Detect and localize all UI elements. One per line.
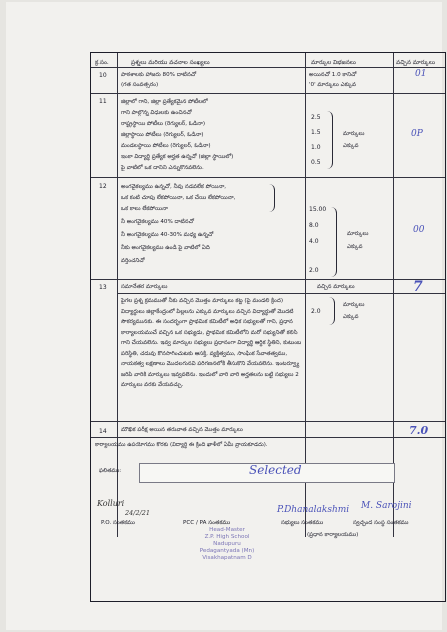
row-14-desc-1: మౌఖిక పరీక్ష అయిన తరువాత వచ్చిన మొత్తం మార్కులు [121,427,243,433]
row-11-score: 0P [411,129,423,139]
row-12-desc-2: ఒక కంటి చూపు లేకపోయినా, ఒక చేయి లేకపోయినా, [121,195,236,201]
header-questions: ప్రశ్నలు మరియు వచనాల సంఖ్యలు [131,60,210,66]
col-divider [117,53,118,537]
row-11-desc-1: జిల్లాలో గాని, జిల్లా ప్రత్యేకమైన పోటీలలో [121,99,208,105]
brace-icon [269,184,275,212]
row-11-word-1: మార్కులు [343,131,365,137]
row-11-val-1: 2.5 [311,114,321,121]
row-12-val-2: 8.0 [309,222,319,229]
result-value: Selected [249,463,302,477]
pcc-label: PCC / PA సంతకము [183,520,231,526]
row-12-no: 12 [99,183,107,190]
po-label: P.O. సంతకము [101,520,135,526]
row-11-val-2: 1.5 [311,129,321,136]
member-sub: (ప్రధాన కార్యాలయము) [307,532,359,538]
brace-icon [325,111,333,169]
stamp-line: Z.P. High School [204,534,250,540]
row-11-desc-6: ఇంకా విద్యార్థి ప్రత్యేక అర్హత ఉన్నచో (జిల్లా స్థాయిలో) [121,154,234,160]
row-11-desc-5: మండలస్థాయి పోటీలు (రెగ్యులర్, ఓడినా) [121,143,211,149]
brace-icon [329,207,337,277]
marks-table [90,52,446,602]
row-13-title: సమానేతర మార్కులు [121,284,168,290]
row-13-no: 13 [99,284,107,291]
row-13-split-head: వచ్చిన మార్కులు [317,284,355,290]
row-11-word-2: ఎక్కువ [343,143,359,149]
result-label: ఫలితము: [99,468,122,474]
header-serial: క్ర.సం. [95,60,109,66]
row-13-score: 7 [413,279,423,295]
member-label: స్వచ్ఛంద సంస్థ సంతకము [353,520,409,526]
row-12-desc-7: వర్తించనిచో [121,258,145,264]
brace-icon [327,297,335,325]
row-12-desc-3: ఒక కాలు లేకపోయినా [121,206,168,212]
row-12-desc-6: నీకు అంగవైకల్యము ఉండి పై వాటిలో ఏది [121,245,210,251]
row-13-word-1: మార్కులు [343,302,365,308]
row-14-score: 7.0 [409,424,429,437]
row-10-no: 10 [99,72,107,79]
header-score: వచ్చిన మార్కులు [396,60,435,66]
row-11-no: 11 [99,98,107,105]
form-sheet [6,2,442,630]
row-12-word-2: ఎక్కువ [347,244,363,250]
row-divider [91,437,445,438]
school-stamp [187,527,267,562]
row-12-desc-5: నీ అంగవైకల్యము 40-30% మధ్య ఉన్నచో [121,232,214,238]
stamp-line: Visakhapatnam D [202,555,252,561]
po-signature: Kolluri [97,499,125,508]
row-12-val-3: 4.0 [309,238,319,245]
row-11-desc-4: జిల్లాస్థాయి పోటీలు (రెగ్యులర్, ఓడినా) [121,132,204,138]
row-10-desc-2: (గత సంవత్సరం) [121,82,159,88]
row-12-val-4: 2.0 [309,267,319,274]
member-signature: M. Sarojini [361,501,412,511]
header-split: మార్కుల విభజనలు [311,60,356,66]
row-10-score: 01 [415,69,427,79]
row-10-split-1: అయినచో 1.0 కానిచో [309,72,357,78]
stamp-line: Nadupuru [213,541,241,547]
row-10-desc-1: పాఠశాలకు హాజరు 80% దాటినచో [121,72,197,78]
row-11-desc-7: పై వాటిలో ఒక దానిని ఎన్నుకొనవలెను. [121,165,204,171]
row-11-val-3: 1.0 [311,144,321,151]
stamp-line: Head-Master [209,527,245,533]
row-13-val-1: 2.0 [311,308,321,315]
row-11-desc-2: గాని పాల్గొన్న విధులకు ఉంచినచో [121,110,192,116]
row-12-desc-1: అంగవైకల్యము ఉన్నచో, నీవు నడవలేక పోయినా, [121,184,227,190]
row-12-val-1: 15.00 [309,206,327,213]
po-date: 24/2/21 [125,509,151,517]
row-10-split-2: '0' మార్కులు ఎక్కువ [309,82,357,88]
row-divider [117,293,445,294]
row-12-desc-4: నీ అంగవైకల్యము 40% దాటినచో [121,219,194,225]
row-12-score: 00 [413,225,425,235]
row-12-word-1: మార్కులు [347,231,369,237]
hm-label: సభ్యులు సంతకము [281,520,324,526]
row-divider [91,67,445,68]
row-divider [91,279,445,280]
office-note: కార్యాలయము ఉపయోగము కొరకు (విద్యార్థి ఈ క్రింది ఖాళీలో ఏమీ వ్రాయకూడదు). [95,442,268,448]
row-divider [91,421,445,422]
row-divider [91,177,445,178]
row-13-body: పైగల ప్రశ్న క్రమముతో నీకు వచ్చిన మొత్తం మార్కులు కట్ట (పై మండలి క్రింద) విద్యార్థులు జిల్లాకేంద్రంలో పిల్లలను ఎక్కువ మార్కులు వచ్చిన విద్యార్థుతో మొదటి సౌకర్యమునకు. ఈ సందర్భంగా ప్రాథమిక కమిటీలో అధిక సభ్యులతో గాని, ప్రధాన కార్యాలయముచే వచ్చిన ఒక సభ్యుడు, ప్రాథమిక కమిటీలోని మరో సభ్యునితో కలిసి గాని చేయవలెను. ఇవ్వ మార్కుల సభ్యులు ప్రధానంగా విద్యార్థి ఆర్థిక స్థితిని, కుటుంబ పరిస్థితి, చదువు కొనసాగించుటకు ఆసక్తి, వ్యక్తిత్వము, సాంఘిక సేవాతత్వము, నాయకత్వ లక్షణాలు మొదలగునవి పరిగణనలోకి తీసుకొని వేయవలెను. ఇంటర్వ్యూ జరిపి వారికి మార్కులు ఇవ్వవలెను. ఇందులో వారి వారి అర్హతలను బట్టి సభ్యులు 2 మార్కులు వరకు వేయవచ్చు. [121,298,302,388]
row-divider [91,93,445,94]
stamp-line: Pedagantyada (Mn) [199,548,255,554]
row-11-desc-3: రాష్ట్రస్థాయి పోటీలు (రెగ్యులర్, ఓడినా) [121,121,206,127]
row-14-no: 14 [99,428,107,435]
row-13-word-2: ఎక్కువ [343,314,359,320]
hm-signature: P.Dhanalakshmi [277,505,350,515]
row-11-val-4: 0.5 [311,159,321,166]
